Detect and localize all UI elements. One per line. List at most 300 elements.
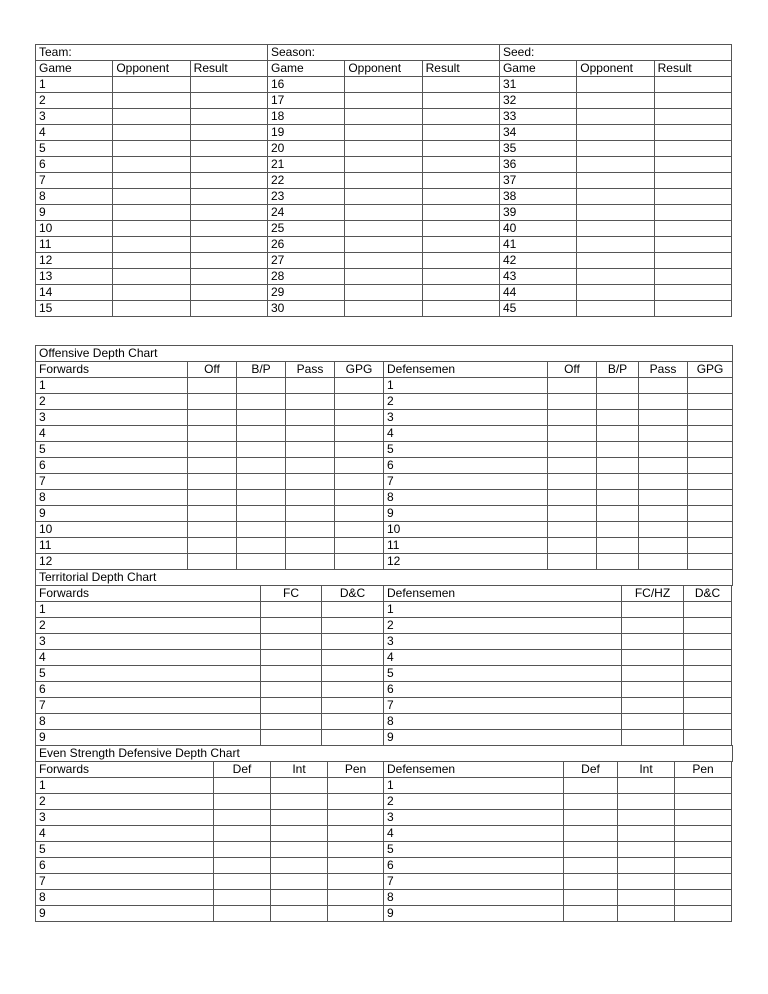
rating-cell[interactable] xyxy=(335,410,384,426)
rating-cell[interactable] xyxy=(639,458,688,474)
rating-cell[interactable] xyxy=(597,442,639,458)
rating-cell[interactable] xyxy=(564,778,618,794)
rating-cell[interactable] xyxy=(622,714,684,730)
defenseman-slot[interactable]: 5 xyxy=(384,666,622,682)
result-cell[interactable] xyxy=(190,93,267,109)
opponent-cell[interactable] xyxy=(113,109,190,125)
opponent-cell[interactable] xyxy=(577,269,654,285)
rating-cell[interactable] xyxy=(188,474,237,490)
opponent-cell[interactable] xyxy=(345,301,422,317)
rating-cell[interactable] xyxy=(639,394,688,410)
result-cell[interactable] xyxy=(654,173,731,189)
rating-cell[interactable] xyxy=(286,506,335,522)
opponent-cell[interactable] xyxy=(345,285,422,301)
rating-cell[interactable] xyxy=(271,858,328,874)
defenseman-slot[interactable]: 9 xyxy=(384,506,548,522)
defenseman-slot[interactable]: 2 xyxy=(384,394,548,410)
rating-cell[interactable] xyxy=(675,890,732,906)
rating-cell[interactable] xyxy=(271,890,328,906)
defenseman-slot[interactable]: 3 xyxy=(384,410,548,426)
rating-cell[interactable] xyxy=(684,618,732,634)
rating-cell[interactable] xyxy=(564,794,618,810)
rating-cell[interactable] xyxy=(618,890,675,906)
opponent-cell[interactable] xyxy=(577,157,654,173)
rating-cell[interactable] xyxy=(322,618,384,634)
opponent-cell[interactable] xyxy=(113,301,190,317)
rating-cell[interactable] xyxy=(322,698,384,714)
rating-cell[interactable] xyxy=(335,426,384,442)
rating-cell[interactable] xyxy=(639,426,688,442)
rating-cell[interactable] xyxy=(675,826,732,842)
rating-cell[interactable] xyxy=(261,634,322,650)
result-cell[interactable] xyxy=(190,221,267,237)
rating-cell[interactable] xyxy=(688,394,733,410)
rating-cell[interactable] xyxy=(271,842,328,858)
result-cell[interactable] xyxy=(190,237,267,253)
rating-cell[interactable] xyxy=(548,522,597,538)
forward-slot[interactable]: 9 xyxy=(36,506,188,522)
rating-cell[interactable] xyxy=(214,890,271,906)
opponent-cell[interactable] xyxy=(577,109,654,125)
rating-cell[interactable] xyxy=(214,826,271,842)
defenseman-slot[interactable]: 8 xyxy=(384,490,548,506)
rating-cell[interactable] xyxy=(548,554,597,570)
rating-cell[interactable] xyxy=(328,858,384,874)
rating-cell[interactable] xyxy=(286,426,335,442)
opponent-cell[interactable] xyxy=(113,125,190,141)
defenseman-slot[interactable]: 1 xyxy=(384,778,564,794)
defenseman-slot[interactable]: 10 xyxy=(384,522,548,538)
result-cell[interactable] xyxy=(654,285,731,301)
rating-cell[interactable] xyxy=(597,394,639,410)
defenseman-slot[interactable]: 5 xyxy=(384,842,564,858)
rating-cell[interactable] xyxy=(688,426,733,442)
rating-cell[interactable] xyxy=(286,522,335,538)
rating-cell[interactable] xyxy=(261,618,322,634)
result-cell[interactable] xyxy=(654,205,731,221)
opponent-cell[interactable] xyxy=(113,253,190,269)
result-cell[interactable] xyxy=(654,109,731,125)
rating-cell[interactable] xyxy=(261,714,322,730)
rating-cell[interactable] xyxy=(622,634,684,650)
rating-cell[interactable] xyxy=(286,458,335,474)
rating-cell[interactable] xyxy=(322,634,384,650)
opponent-cell[interactable] xyxy=(113,157,190,173)
forward-slot[interactable]: 5 xyxy=(36,842,214,858)
opponent-cell[interactable] xyxy=(577,237,654,253)
rating-cell[interactable] xyxy=(597,378,639,394)
rating-cell[interactable] xyxy=(597,490,639,506)
opponent-cell[interactable] xyxy=(345,141,422,157)
defenseman-slot[interactable]: 3 xyxy=(384,634,622,650)
rating-cell[interactable] xyxy=(322,730,384,746)
result-cell[interactable] xyxy=(422,77,499,93)
forward-slot[interactable]: 11 xyxy=(36,538,188,554)
opponent-cell[interactable] xyxy=(577,125,654,141)
rating-cell[interactable] xyxy=(639,522,688,538)
result-cell[interactable] xyxy=(422,221,499,237)
result-cell[interactable] xyxy=(654,141,731,157)
result-cell[interactable] xyxy=(422,285,499,301)
rating-cell[interactable] xyxy=(688,442,733,458)
rating-cell[interactable] xyxy=(675,810,732,826)
opponent-cell[interactable] xyxy=(113,269,190,285)
rating-cell[interactable] xyxy=(335,538,384,554)
rating-cell[interactable] xyxy=(622,650,684,666)
rating-cell[interactable] xyxy=(335,458,384,474)
forward-slot[interactable]: 12 xyxy=(36,554,188,570)
rating-cell[interactable] xyxy=(597,458,639,474)
forward-slot[interactable]: 6 xyxy=(36,858,214,874)
opponent-cell[interactable] xyxy=(113,93,190,109)
rating-cell[interactable] xyxy=(237,426,286,442)
rating-cell[interactable] xyxy=(286,474,335,490)
defenseman-slot[interactable]: 12 xyxy=(384,554,548,570)
opponent-cell[interactable] xyxy=(345,157,422,173)
rating-cell[interactable] xyxy=(548,394,597,410)
rating-cell[interactable] xyxy=(675,906,732,922)
result-cell[interactable] xyxy=(654,301,731,317)
rating-cell[interactable] xyxy=(675,778,732,794)
opponent-cell[interactable] xyxy=(577,205,654,221)
rating-cell[interactable] xyxy=(639,442,688,458)
rating-cell[interactable] xyxy=(261,730,322,746)
opponent-cell[interactable] xyxy=(345,77,422,93)
forward-slot[interactable]: 7 xyxy=(36,474,188,490)
result-cell[interactable] xyxy=(654,157,731,173)
rating-cell[interactable] xyxy=(684,714,732,730)
rating-cell[interactable] xyxy=(322,666,384,682)
opponent-cell[interactable] xyxy=(113,141,190,157)
rating-cell[interactable] xyxy=(328,778,384,794)
result-cell[interactable] xyxy=(654,253,731,269)
result-cell[interactable] xyxy=(422,237,499,253)
forward-slot[interactable]: 1 xyxy=(36,378,188,394)
rating-cell[interactable] xyxy=(597,410,639,426)
opponent-cell[interactable] xyxy=(345,237,422,253)
rating-cell[interactable] xyxy=(618,826,675,842)
defenseman-slot[interactable]: 1 xyxy=(384,378,548,394)
result-cell[interactable] xyxy=(190,141,267,157)
rating-cell[interactable] xyxy=(622,602,684,618)
defenseman-slot[interactable]: 4 xyxy=(384,650,622,666)
rating-cell[interactable] xyxy=(335,506,384,522)
forward-slot[interactable]: 1 xyxy=(36,602,261,618)
defenseman-slot[interactable]: 6 xyxy=(384,858,564,874)
rating-cell[interactable] xyxy=(684,650,732,666)
result-cell[interactable] xyxy=(422,205,499,221)
opponent-cell[interactable] xyxy=(577,221,654,237)
rating-cell[interactable] xyxy=(188,554,237,570)
result-cell[interactable] xyxy=(190,205,267,221)
rating-cell[interactable] xyxy=(214,842,271,858)
rating-cell[interactable] xyxy=(622,682,684,698)
rating-cell[interactable] xyxy=(639,554,688,570)
rating-cell[interactable] xyxy=(328,874,384,890)
rating-cell[interactable] xyxy=(622,698,684,714)
rating-cell[interactable] xyxy=(214,794,271,810)
defenseman-slot[interactable]: 7 xyxy=(384,874,564,890)
result-cell[interactable] xyxy=(654,125,731,141)
forward-slot[interactable]: 3 xyxy=(36,810,214,826)
opponent-cell[interactable] xyxy=(577,77,654,93)
rating-cell[interactable] xyxy=(237,522,286,538)
rating-cell[interactable] xyxy=(328,826,384,842)
rating-cell[interactable] xyxy=(328,810,384,826)
rating-cell[interactable] xyxy=(271,826,328,842)
defenseman-slot[interactable]: 8 xyxy=(384,714,622,730)
rating-cell[interactable] xyxy=(214,810,271,826)
rating-cell[interactable] xyxy=(188,426,237,442)
forward-slot[interactable]: 5 xyxy=(36,666,261,682)
rating-cell[interactable] xyxy=(639,538,688,554)
opponent-cell[interactable] xyxy=(577,253,654,269)
rating-cell[interactable] xyxy=(675,874,732,890)
defenseman-slot[interactable]: 9 xyxy=(384,906,564,922)
result-cell[interactable] xyxy=(422,109,499,125)
rating-cell[interactable] xyxy=(286,378,335,394)
rating-cell[interactable] xyxy=(335,522,384,538)
rating-cell[interactable] xyxy=(564,810,618,826)
opponent-cell[interactable] xyxy=(113,205,190,221)
defenseman-slot[interactable]: 6 xyxy=(384,458,548,474)
result-cell[interactable] xyxy=(422,157,499,173)
defenseman-slot[interactable]: 7 xyxy=(384,474,548,490)
rating-cell[interactable] xyxy=(564,890,618,906)
defenseman-slot[interactable]: 7 xyxy=(384,698,622,714)
rating-cell[interactable] xyxy=(639,506,688,522)
rating-cell[interactable] xyxy=(237,410,286,426)
rating-cell[interactable] xyxy=(322,714,384,730)
forward-slot[interactable]: 6 xyxy=(36,682,261,698)
result-cell[interactable] xyxy=(654,93,731,109)
result-cell[interactable] xyxy=(422,301,499,317)
rating-cell[interactable] xyxy=(564,906,618,922)
rating-cell[interactable] xyxy=(548,506,597,522)
result-cell[interactable] xyxy=(654,237,731,253)
result-cell[interactable] xyxy=(654,221,731,237)
rating-cell[interactable] xyxy=(618,778,675,794)
forward-slot[interactable]: 2 xyxy=(36,618,261,634)
rating-cell[interactable] xyxy=(548,490,597,506)
opponent-cell[interactable] xyxy=(345,189,422,205)
result-cell[interactable] xyxy=(422,189,499,205)
defenseman-slot[interactable]: 6 xyxy=(384,682,622,698)
defenseman-slot[interactable]: 9 xyxy=(384,730,622,746)
rating-cell[interactable] xyxy=(237,538,286,554)
rating-cell[interactable] xyxy=(286,442,335,458)
rating-cell[interactable] xyxy=(618,874,675,890)
defenseman-slot[interactable]: 3 xyxy=(384,810,564,826)
rating-cell[interactable] xyxy=(261,682,322,698)
rating-cell[interactable] xyxy=(335,442,384,458)
rating-cell[interactable] xyxy=(322,602,384,618)
rating-cell[interactable] xyxy=(622,618,684,634)
rating-cell[interactable] xyxy=(622,730,684,746)
rating-cell[interactable] xyxy=(618,906,675,922)
rating-cell[interactable] xyxy=(188,410,237,426)
defenseman-slot[interactable]: 1 xyxy=(384,602,622,618)
rating-cell[interactable] xyxy=(322,682,384,698)
opponent-cell[interactable] xyxy=(113,189,190,205)
opponent-cell[interactable] xyxy=(577,189,654,205)
rating-cell[interactable] xyxy=(214,874,271,890)
result-cell[interactable] xyxy=(654,269,731,285)
rating-cell[interactable] xyxy=(237,394,286,410)
result-cell[interactable] xyxy=(422,125,499,141)
opponent-cell[interactable] xyxy=(345,205,422,221)
forward-slot[interactable]: 1 xyxy=(36,778,214,794)
rating-cell[interactable] xyxy=(639,490,688,506)
opponent-cell[interactable] xyxy=(577,301,654,317)
defenseman-slot[interactable]: 11 xyxy=(384,538,548,554)
rating-cell[interactable] xyxy=(237,442,286,458)
result-cell[interactable] xyxy=(190,285,267,301)
opponent-cell[interactable] xyxy=(345,253,422,269)
rating-cell[interactable] xyxy=(548,538,597,554)
rating-cell[interactable] xyxy=(564,842,618,858)
rating-cell[interactable] xyxy=(675,794,732,810)
rating-cell[interactable] xyxy=(622,666,684,682)
opponent-cell[interactable] xyxy=(113,77,190,93)
rating-cell[interactable] xyxy=(271,874,328,890)
opponent-cell[interactable] xyxy=(345,269,422,285)
result-cell[interactable] xyxy=(190,125,267,141)
rating-cell[interactable] xyxy=(286,538,335,554)
rating-cell[interactable] xyxy=(261,698,322,714)
rating-cell[interactable] xyxy=(335,554,384,570)
result-cell[interactable] xyxy=(190,77,267,93)
rating-cell[interactable] xyxy=(564,874,618,890)
rating-cell[interactable] xyxy=(548,458,597,474)
opponent-cell[interactable] xyxy=(577,285,654,301)
rating-cell[interactable] xyxy=(684,602,732,618)
rating-cell[interactable] xyxy=(188,522,237,538)
rating-cell[interactable] xyxy=(688,490,733,506)
rating-cell[interactable] xyxy=(286,490,335,506)
defenseman-slot[interactable]: 4 xyxy=(384,826,564,842)
rating-cell[interactable] xyxy=(214,778,271,794)
rating-cell[interactable] xyxy=(548,378,597,394)
result-cell[interactable] xyxy=(422,93,499,109)
forward-slot[interactable]: 5 xyxy=(36,442,188,458)
defenseman-slot[interactable]: 5 xyxy=(384,442,548,458)
rating-cell[interactable] xyxy=(335,474,384,490)
rating-cell[interactable] xyxy=(639,410,688,426)
forward-slot[interactable]: 2 xyxy=(36,794,214,810)
rating-cell[interactable] xyxy=(335,378,384,394)
opponent-cell[interactable] xyxy=(577,173,654,189)
rating-cell[interactable] xyxy=(564,826,618,842)
forward-slot[interactable]: 4 xyxy=(36,426,188,442)
forward-slot[interactable]: 7 xyxy=(36,874,214,890)
rating-cell[interactable] xyxy=(548,410,597,426)
rating-cell[interactable] xyxy=(639,378,688,394)
rating-cell[interactable] xyxy=(684,682,732,698)
rating-cell[interactable] xyxy=(328,842,384,858)
rating-cell[interactable] xyxy=(271,778,328,794)
rating-cell[interactable] xyxy=(618,842,675,858)
forward-slot[interactable]: 3 xyxy=(36,634,261,650)
rating-cell[interactable] xyxy=(684,666,732,682)
result-cell[interactable] xyxy=(190,173,267,189)
forward-slot[interactable]: 8 xyxy=(36,490,188,506)
rating-cell[interactable] xyxy=(639,474,688,490)
opponent-cell[interactable] xyxy=(345,173,422,189)
rating-cell[interactable] xyxy=(286,410,335,426)
result-cell[interactable] xyxy=(190,253,267,269)
opponent-cell[interactable] xyxy=(345,109,422,125)
rating-cell[interactable] xyxy=(261,650,322,666)
rating-cell[interactable] xyxy=(618,794,675,810)
rating-cell[interactable] xyxy=(271,906,328,922)
opponent-cell[interactable] xyxy=(577,93,654,109)
rating-cell[interactable] xyxy=(548,426,597,442)
rating-cell[interactable] xyxy=(684,698,732,714)
defenseman-slot[interactable]: 2 xyxy=(384,794,564,810)
rating-cell[interactable] xyxy=(214,906,271,922)
forward-slot[interactable]: 7 xyxy=(36,698,261,714)
rating-cell[interactable] xyxy=(335,490,384,506)
rating-cell[interactable] xyxy=(261,602,322,618)
rating-cell[interactable] xyxy=(271,810,328,826)
result-cell[interactable] xyxy=(190,109,267,125)
defenseman-slot[interactable]: 8 xyxy=(384,890,564,906)
rating-cell[interactable] xyxy=(237,490,286,506)
rating-cell[interactable] xyxy=(328,906,384,922)
rating-cell[interactable] xyxy=(188,378,237,394)
rating-cell[interactable] xyxy=(597,538,639,554)
opponent-cell[interactable] xyxy=(113,285,190,301)
opponent-cell[interactable] xyxy=(345,125,422,141)
rating-cell[interactable] xyxy=(688,378,733,394)
rating-cell[interactable] xyxy=(188,458,237,474)
result-cell[interactable] xyxy=(654,189,731,205)
rating-cell[interactable] xyxy=(328,794,384,810)
rating-cell[interactable] xyxy=(286,554,335,570)
rating-cell[interactable] xyxy=(261,666,322,682)
defenseman-slot[interactable]: 4 xyxy=(384,426,548,442)
forward-slot[interactable]: 8 xyxy=(36,714,261,730)
opponent-cell[interactable] xyxy=(345,93,422,109)
rating-cell[interactable] xyxy=(188,442,237,458)
rating-cell[interactable] xyxy=(188,490,237,506)
rating-cell[interactable] xyxy=(237,474,286,490)
forward-slot[interactable]: 4 xyxy=(36,650,261,666)
rating-cell[interactable] xyxy=(684,730,732,746)
rating-cell[interactable] xyxy=(618,810,675,826)
rating-cell[interactable] xyxy=(322,650,384,666)
forward-slot[interactable]: 6 xyxy=(36,458,188,474)
rating-cell[interactable] xyxy=(688,474,733,490)
rating-cell[interactable] xyxy=(564,858,618,874)
result-cell[interactable] xyxy=(422,141,499,157)
rating-cell[interactable] xyxy=(335,394,384,410)
forward-slot[interactable]: 4 xyxy=(36,826,214,842)
defenseman-slot[interactable]: 2 xyxy=(384,618,622,634)
rating-cell[interactable] xyxy=(675,858,732,874)
opponent-cell[interactable] xyxy=(345,221,422,237)
rating-cell[interactable] xyxy=(597,506,639,522)
forward-slot[interactable]: 10 xyxy=(36,522,188,538)
result-cell[interactable] xyxy=(422,173,499,189)
result-cell[interactable] xyxy=(654,77,731,93)
result-cell[interactable] xyxy=(190,157,267,173)
rating-cell[interactable] xyxy=(548,474,597,490)
rating-cell[interactable] xyxy=(618,858,675,874)
rating-cell[interactable] xyxy=(237,506,286,522)
result-cell[interactable] xyxy=(190,189,267,205)
